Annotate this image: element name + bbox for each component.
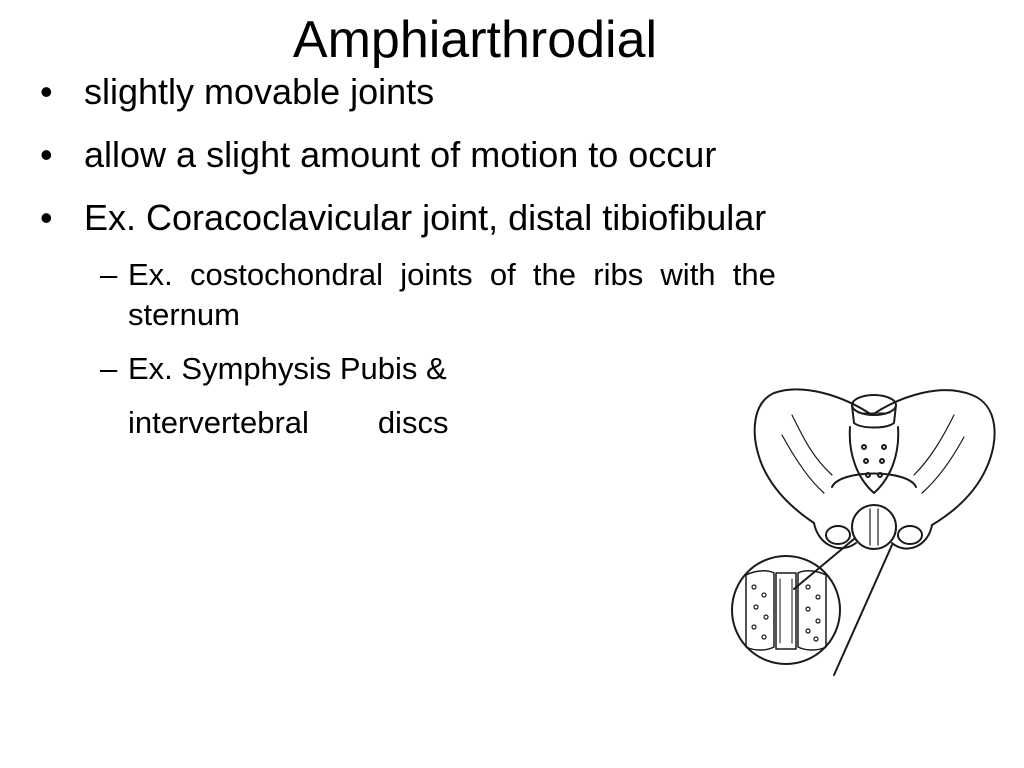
sub-bullet-dash: – [100,351,118,386]
bullet-item [40,196,804,240]
sub-bullet-item [40,255,943,335]
slide-title: Amphiarthrodial [292,11,658,69]
bullet-text: Ex. Coracoclavicular joint, distal tibiofibular [84,197,767,238]
sub-bullet-text-line1: Ex. costochondral joints of the ribs with the [128,257,776,292]
bullet-text: slightly movable joints [84,71,435,112]
bullet-dot: • [40,71,53,112]
bullet-text: allow a slight amount of motion to occur [84,134,717,175]
pelvis-symphysis-illustration [722,375,1022,680]
sub-bullet-dash: – [100,257,118,292]
sub-bullet-text-line2: sternum [128,297,240,332]
bullet-item [40,70,940,114]
bullet-item [40,133,940,177]
sub-bullet-text: Ex. Symphysis Pubis & [128,351,447,386]
bullet-dot: • [40,197,53,238]
sub-bullet-continuation: intervertebral discs [128,405,449,440]
bullet-dot: • [40,134,53,175]
